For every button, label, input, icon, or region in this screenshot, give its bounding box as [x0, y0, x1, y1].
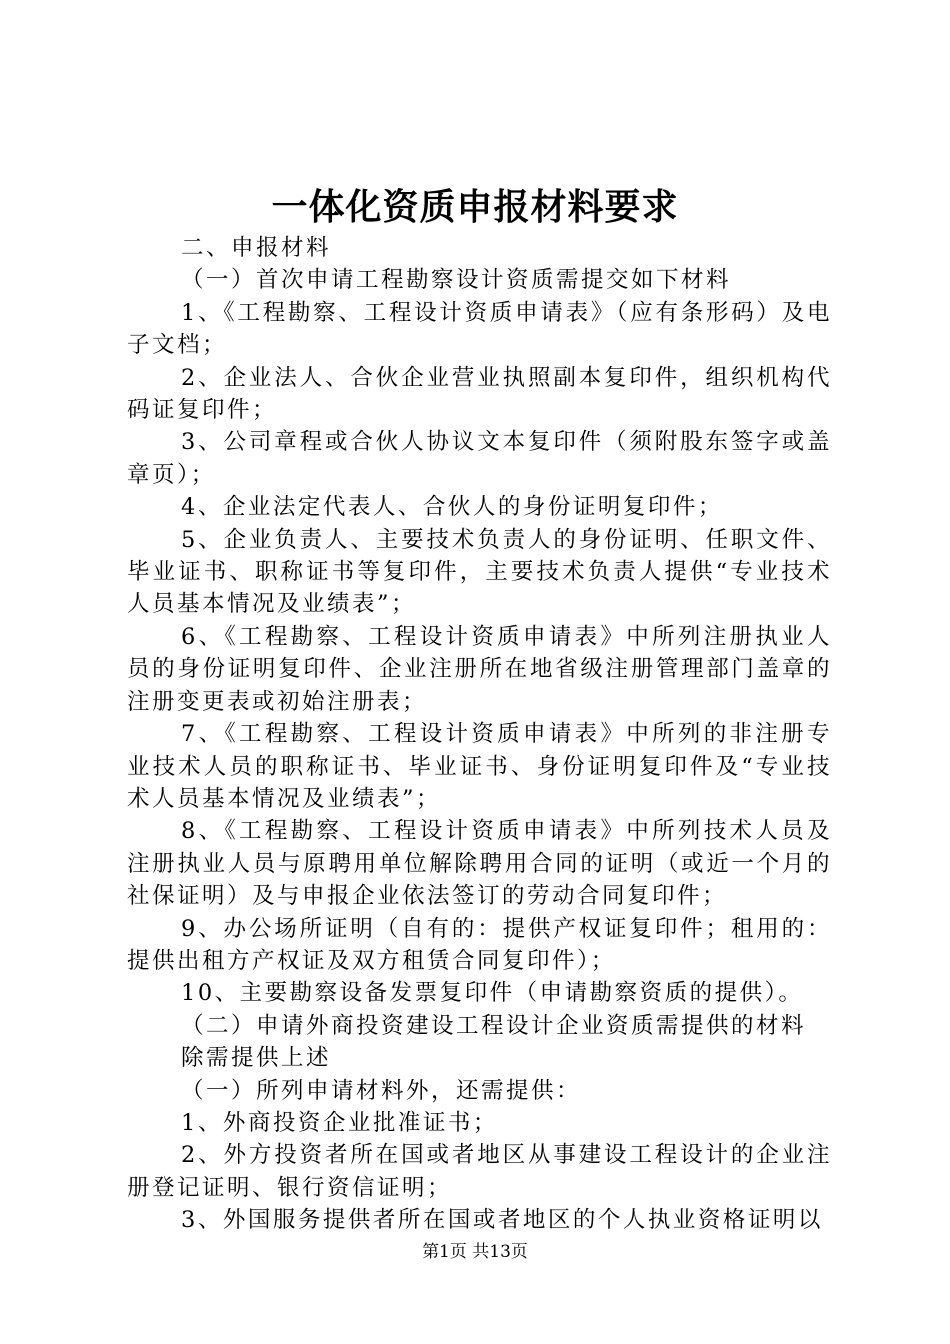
- paragraph: （一）首次申请工程勘察设计资质需提交如下材料: [181, 267, 732, 294]
- paragraph: 9、办公场所证明（自有的：提供产权证复印件；租用的：提供出租方产权证及双方租赁合同复印件）；: [127, 915, 832, 974]
- paragraph: （二）申请外商投资建设工程设计企业资质需提供的材料: [181, 1012, 807, 1039]
- paragraph: 1、外商投资企业批准证书；: [181, 1109, 498, 1136]
- paragraph: 10、主要勘察设备发票复印件（申请勘察资质的提供）。: [181, 980, 804, 1007]
- paragraph: 2、企业法人、合伙企业营业执照副本复印件，组织机构代码证复印件；: [127, 364, 832, 424]
- paragraph: （一）所列申请材料外，还需提供：: [181, 1077, 582, 1104]
- paragraph: 7、《工程勘察、工程设计资质申请表》中所列的非注册专业技术人员的职称证书、毕业证书、身份证明复印件及“专业技术人员基本情况及业绩表”；: [127, 721, 832, 812]
- paragraph: 1、《工程勘察、工程设计资质申请表》（应有条形码）及电子文档；: [127, 299, 832, 359]
- paragraph: 6、《工程勘察、工程设计资质申请表》中所列注册执业人员的身份证明复印件、企业注册所在地省级注册管理部门盖章的注册变更表或初始注册表；: [127, 623, 832, 715]
- paragraph: 8、《工程勘察、工程设计资质申请表》中所列技术人员及注册执业人员与原聘用单位解除聘用合同的证明（或近一个月的社保证明）及与申报企业依法签订的劳动合同复印件；: [127, 818, 832, 910]
- paragraph: 2、外方投资者所在国或者地区从事建设工程设计的企业注册登记证明、银行资信证明；: [127, 1142, 832, 1201]
- document-body: [127, 232, 832, 1237]
- paragraph: 3、公司章程或合伙人协议文本复印件（须附股东签字或盖章页）；: [127, 429, 832, 488]
- paragraph: 二、申报材料: [181, 235, 332, 261]
- paragraph: 3、外国服务提供者所在国或者地区的个人执业资格证明以: [181, 1207, 823, 1234]
- paragraph: 4、企业法定代表人、合伙人的身份证明复印件；: [181, 494, 723, 521]
- page-number: 第1页 共13页: [422, 1242, 528, 1262]
- document-title: 一体化资质申报材料要求: [271, 186, 679, 228]
- paragraph: 除需提供上述: [181, 1045, 332, 1072]
- paragraph: 5、企业负责人、主要技术负责人的身份证明、任职文件、毕业证书、职称证书等复印件，主要技术负责人提供“专业技术人员基本情况及业绩表”；: [127, 526, 832, 618]
